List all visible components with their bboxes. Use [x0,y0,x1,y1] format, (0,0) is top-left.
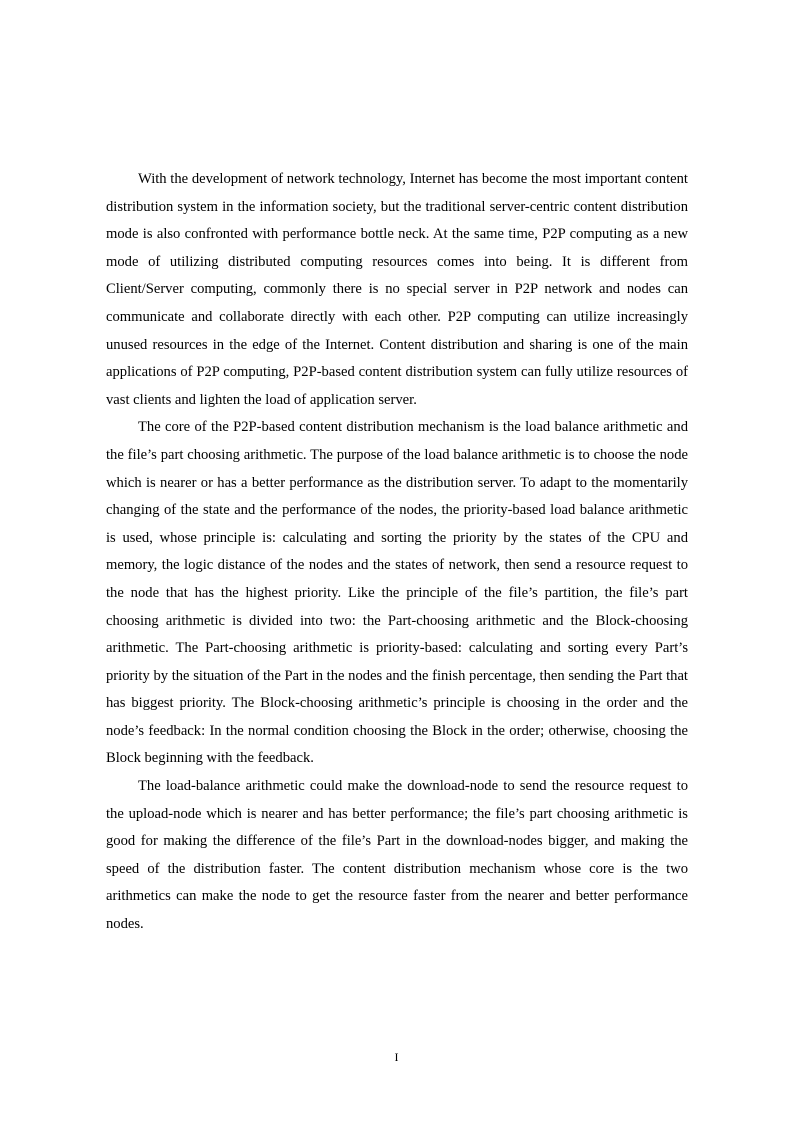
abstract-paragraph-1: With the development of network technology, Internet has become the most important content distribution system in the information society, but the traditional server-centric content distribution mode is also confronted with performance bottle neck. At the same time, P2P computing as a new mode of utilizing distributed computing resources comes into being. It is different from Client/Server computing, commonly there is no special server in P2P network and nodes can communicate and collaborate directly with each other. P2P computing can utilize increasingly unused resources in the edge of the Internet. Content distribution and sharing is one of the main applications of P2P computing, P2P-based content distribution system can fully utilize resources of vast clients and lighten the load of application server. [106,171,688,408]
abstract-body [106,166,688,939]
abstract-paragraph-2: The core of the P2P-based content distribution mechanism is the load balance arithmetic and the file’s part choosing arithmetic. The purpose of the load balance arithmetic is to choose the node which is nearer or has a better performance as the distribution server. To adapt to the momentarily changing of the state and the performance of the nodes, the priority-based load balance arithmetic is used, whose principle is: calculating and sorting the priority by the states of the CPU and memory, the logic distance of the nodes and the states of network, then send a resource request to the node that has the highest priority. Like the principle of the file’s partition, the file’s part choosing arithmetic is divided into two: the Part-choosing arithmetic and the Block-choosing arithmetic. The Part-choosing arithmetic is priority-based: calculating and sorting every Part’s priority by the situation of the Part in the nodes and the finish percentage, then sending the Part that has biggest priority. The Block-choosing arithmetic’s principle is choosing in the order and the node’s feedback: In the normal condition choosing the Block in the order; otherwise, choosing the Block beginning with the feedback. [106,419,688,767]
abstract-paragraph-3: The load-balance arithmetic could make the download-node to send the resource request to the upload-node which is nearer and has better performance; the file’s part choosing arithmetic is good for making the difference of the file’s Part in the download-nodes bigger, and making the speed of the distribution faster. The content distribution mechanism whose core is the two arithmetics can make the node to get the resource faster from the nearer and better performance nodes. [106,778,688,933]
page-number: I [394,1050,399,1064]
